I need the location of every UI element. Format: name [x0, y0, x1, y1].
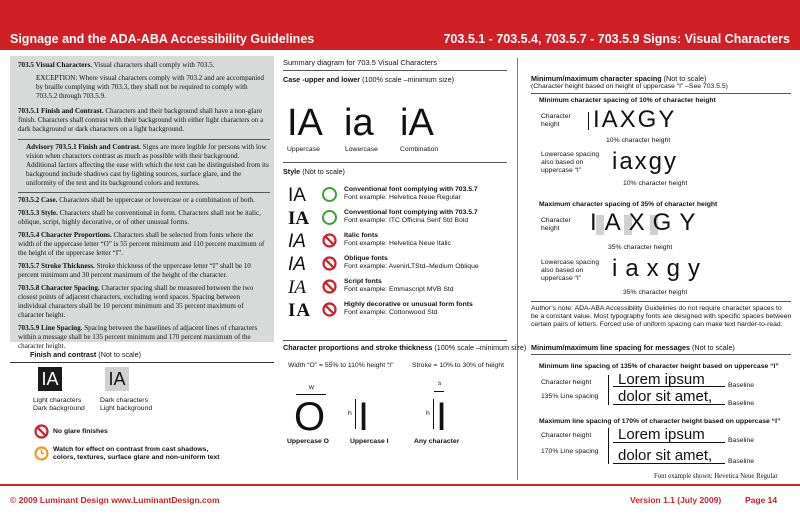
style-glyph-serif: IA: [288, 208, 310, 229]
min-line-2: dolor sit amet,: [618, 388, 713, 405]
style-title: Style (Not to scale): [283, 167, 345, 176]
case-title: Case -upper and lower (100% scale –minimum size): [283, 75, 454, 84]
case-upper-sample: IA: [287, 102, 323, 144]
dark-on-light-sample: IA: [105, 367, 129, 391]
regulation-text: 703.5 Visual Characters. Visual characters shall comply with 703.5. EXCEPTION: Where visual characters comply with 703.2 and are accompanied by braille complying with 703.3, they shall not be required to comply with 703.5.2 through 703.5.9. 703.5.1 Finish and Contrast. Characters and their background shall have a non-glare finish. Characters shall contrast with their background with either light characters on a dark background or dark characters on a light background. Advisory 703.5.1 Finish and Contrast. Signs are more legible for persons with low vision when characters contrast as much as possible with their background. Additional factors affecting the ease with which the text can be distinguished from its background include shadows cast by lighting sources, surface glare, and the uniformity of the text and its background colors and textures. 703.5.2 Case. Characters shall be uppercase or lowercase or a combination of both. 703.5.3 Style. Characters shall be conventional in form. Characters shall not be italic, oblique, script, highly decorative, or of other unusual forms. 703.5.4 Character Proportions. Characters shall be selected from fonts where the width of the uppercase letter “O” is 55 percent minimum and 110 percent maximum of the height of the uppercase letter “I”. 703.5.7 Stroke Thickness. Stroke thickness of the uppercase letter “I” shall be 10 percent minimum and 30 percent maximum of the height of the character. 703.5.8 Character Spacing. Character spacing shall be measured between the two closest points of adjacent characters, excluding word spaces. Spacing between individual characters shall be 10 percent minimum and 35 percent maximum of character height. 703.5.9 Line Spacing. Spacing between the baselines of adjacent lines of characters within a message shall be 135 percent minimum and 170 percent maximum of the character height.: [18, 61, 269, 350]
case-lower-sample: ia: [344, 102, 374, 144]
watch-note: Watch for effect on contrast from cast shadows, colors, textures, surface glare and non-uniform text: [53, 446, 220, 461]
prohibited-icon: [322, 233, 337, 248]
min-spacing-upper: IAXGY: [593, 106, 677, 133]
line-spacing-title: Minimum/maximum line spacing for messages (Not to scale): [531, 343, 735, 352]
case-combo-sample: iA: [400, 102, 434, 144]
letter-I: I: [358, 395, 370, 439]
letter-O: O: [294, 395, 326, 439]
style-glyph-regular: IA: [288, 185, 306, 206]
light-on-dark-sample: IA: [38, 367, 62, 391]
check-circle-icon: [322, 187, 337, 202]
header-left-title: Signage and the ADA-ABA Accessibility Guidelines: [10, 32, 315, 46]
author-note: Author’s note: ADA-ABA Accessibility Guidelines do not require character spaces to be a constant value. Most typography fonts are designed with specific spaces between certain pairs of letters. Forced use of uniform spacing can make text harder-to-read.: [531, 305, 792, 328]
summary-title: Summary diagram for 703.5 Visual Characters: [283, 58, 438, 67]
style-glyph-script: IA: [288, 277, 306, 298]
dark-caption: Dark characters Light background: [100, 397, 153, 412]
max-spacing-lower: iaxgy: [612, 255, 709, 282]
case-upper-caption: Uppercase: [287, 146, 320, 153]
max-spacing-upper: IAXGY: [590, 209, 704, 236]
header-right-title: 703.5.1 - 703.5.4, 703.5.7 - 703.5.9 Signs: Visual Characters: [443, 32, 790, 46]
check-circle-icon: [322, 210, 337, 225]
spacing-title: Minimum/maximum character spacing (Not to scale): [531, 74, 707, 83]
width-rule: Width “O” = 55% to 110% height “I”: [288, 362, 394, 369]
no-glare-label: No glare finishes: [53, 428, 108, 435]
min-spacing-lower: iaxgy: [612, 148, 679, 175]
letter-any: I: [436, 395, 448, 439]
prop-title: Character proportions and stroke thickness (100% scale –minimum size): [283, 343, 527, 352]
case-lower-caption: Lowercase: [345, 146, 378, 153]
footer-copyright: © 2009 Luminant Design www.LuminantDesign.com: [10, 495, 220, 505]
footer-page: Page 14: [745, 495, 778, 505]
min-line-1: Lorem ipsum: [618, 371, 705, 388]
prohibited-icon: [34, 424, 49, 439]
max-line-1: Lorem ipsum: [618, 426, 705, 443]
prohibited-icon: [322, 279, 337, 294]
case-combo-caption: Combination: [400, 146, 439, 153]
prohibited-icon: [322, 256, 337, 271]
style-glyph-oblique: IA: [288, 254, 306, 275]
footer-version: Version 1.1 (July 2009): [630, 495, 722, 505]
prohibited-icon: [322, 302, 337, 317]
clock-warning-icon: [34, 446, 49, 461]
max-line-2: dolor sit amet,: [618, 447, 713, 464]
finish-contrast-section: Finish and contrast (Not to scale): [10, 350, 274, 363]
light-caption: Light characters Dark background: [33, 397, 85, 412]
style-glyph-decorative: IA: [288, 300, 312, 321]
stroke-rule: Stroke = 10% to 30% of height: [412, 362, 505, 369]
header-bar: [0, 0, 800, 50]
font-example-note: Font example shown: Hevetica Neue Regular: [654, 473, 778, 480]
style-glyph-italic: IA: [288, 231, 306, 252]
